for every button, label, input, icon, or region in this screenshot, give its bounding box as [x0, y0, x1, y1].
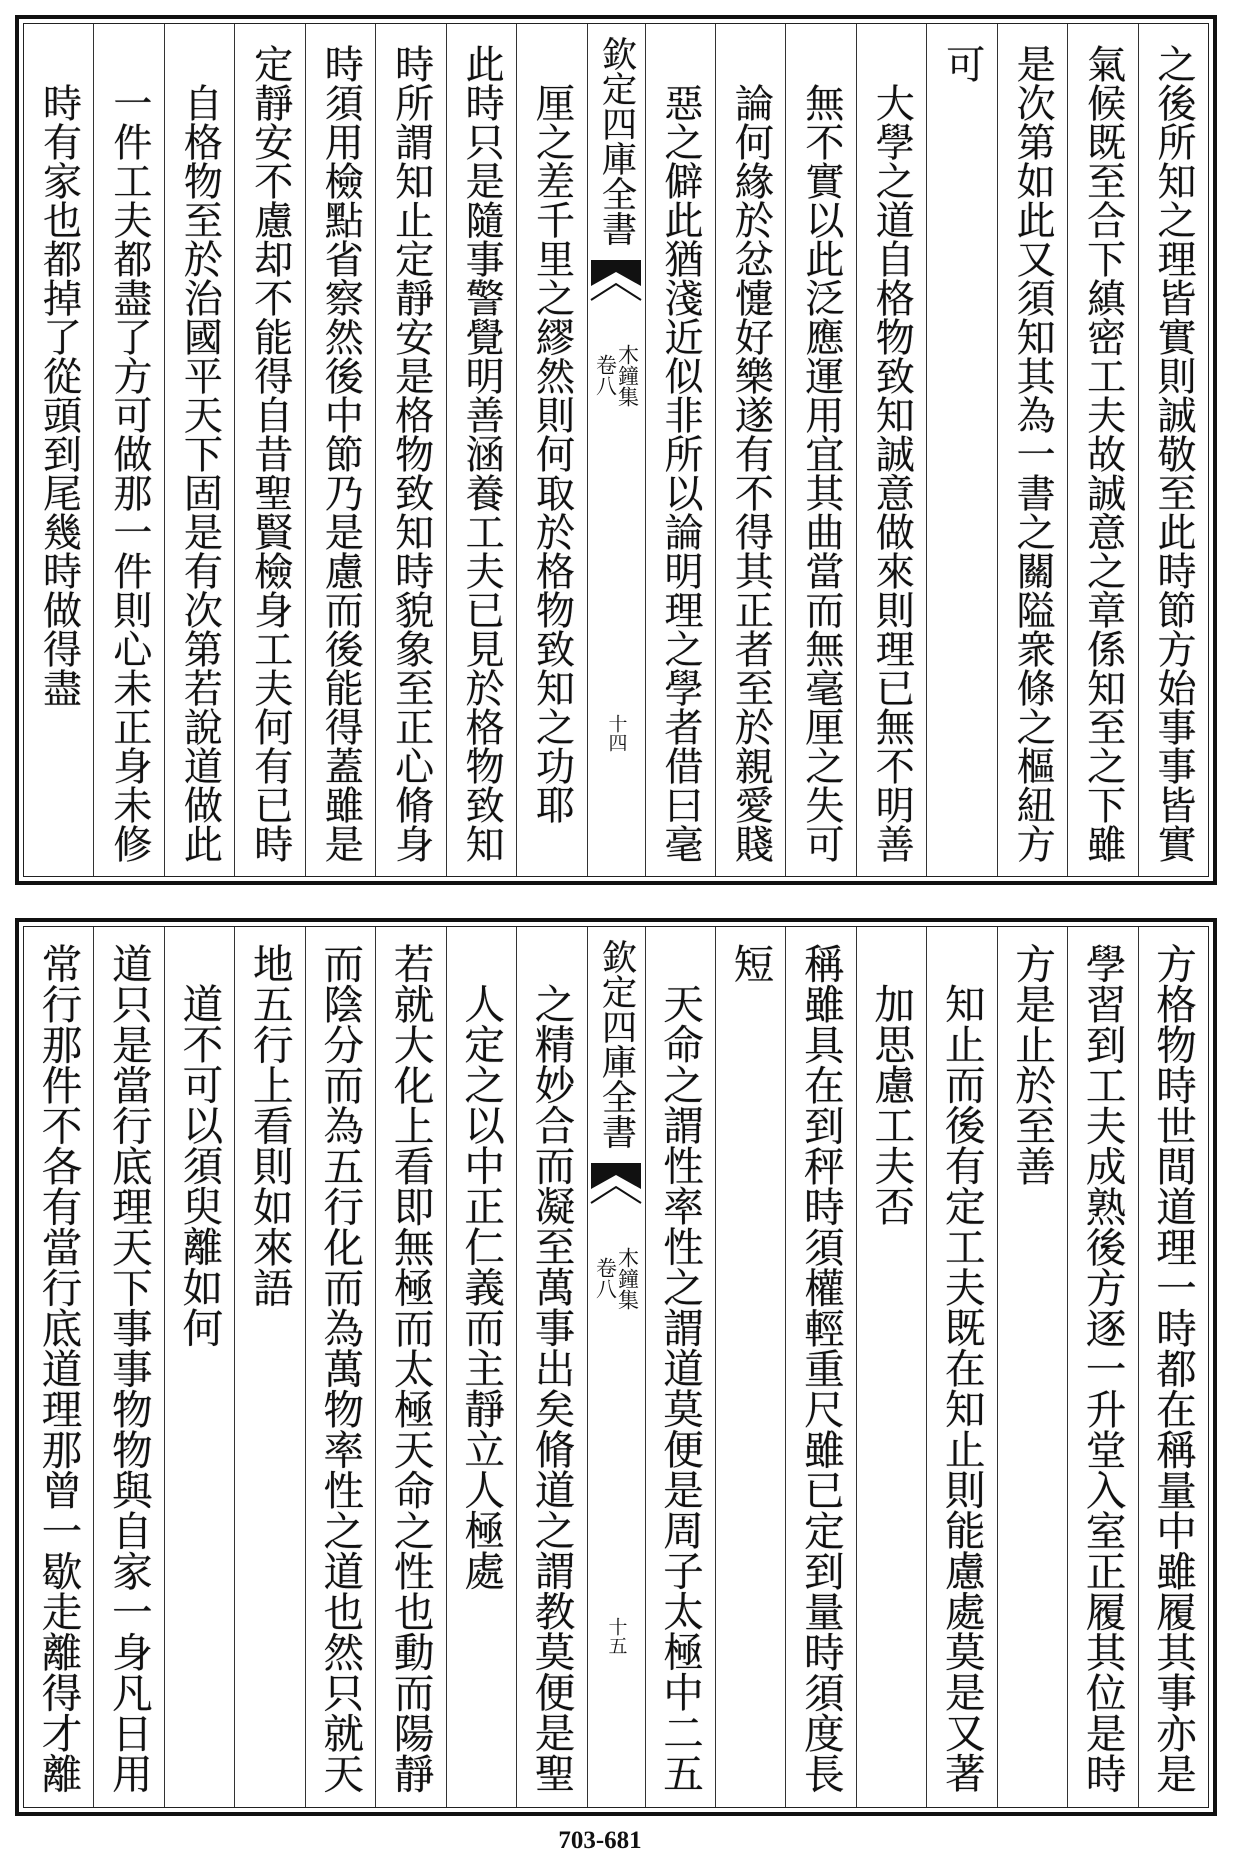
text-column: 方格物時世間道理一時都在稱量中雖履其事亦是: [1138, 927, 1208, 1807]
text-column: 而陰分而為五行化而為萬物率性之道也然只就天: [305, 927, 375, 1807]
text-column: 厘之差千里之繆然則何取於格物致知之功耶: [516, 24, 586, 876]
volume-label: 卷八: [593, 354, 618, 396]
text-column: 一件工夫都盡了方可做那一件則心未正身未修: [93, 24, 163, 876]
text-column: 自格物至於治國平天下固是有次第若說道做此: [164, 24, 234, 876]
text-column: 天命之謂性率性之謂道莫便是周子太極中二五: [645, 927, 715, 1807]
book-title: 木鐘集: [615, 344, 640, 407]
text-column: 時有家也都掉了從頭到尾幾時做得盡: [36, 83, 82, 707]
fish-tail-icon: [588, 260, 644, 310]
margin-title: 欽定四庫全書: [596, 939, 637, 1149]
folio-number: 十五: [605, 1617, 628, 1655]
text-column: 是次第如此又須知其為一書之關隘衆條之樞紐方: [997, 24, 1067, 876]
text-column: 無不實以此泛應運用宜其曲當而無毫厘之失可: [785, 24, 855, 876]
text-column: 大學之道自格物致知誠意做來則理已無不明善: [856, 24, 926, 876]
text-column: 定靜安不慮却不能得自昔聖賢檢身工夫何有已時: [234, 24, 304, 876]
column-grid: [23, 926, 1209, 1808]
text-column: 之後所知之理皆實則誠敬至此時節方始事事皆實: [1138, 24, 1208, 876]
volume-label: 卷八: [593, 1257, 618, 1299]
top-page-panel: [15, 15, 1217, 885]
text-column: 短: [715, 927, 785, 1807]
margin-column: [587, 24, 645, 876]
bottom-page-panel: [15, 918, 1217, 1816]
text-column: 可: [926, 24, 996, 876]
fish-tail-icon: [588, 1163, 644, 1213]
text-column: 常行那件不各有當行底道理那曾一歇走離得才離: [34, 943, 83, 1794]
text-column: 惡之僻此猶淺近似非所以論明理之學者借曰毫: [645, 24, 715, 876]
text-column: 稱雖具在到秤時須權輕重尺雖已定到量時須度長: [785, 927, 855, 1807]
column-grid: [23, 23, 1209, 877]
margin-column: [587, 927, 645, 1807]
text-column: 若就大化上看即無極而太極天命之性也動而陽靜: [375, 927, 445, 1807]
text-column: 道只是當行底理天下事事物物與自家一身凡日用: [93, 927, 163, 1807]
text-column: 論何緣於忿懥好樂遂有不得其正者至於親愛賤: [715, 24, 785, 876]
text-column: 氣候既至合下縝密工夫故誠意之章係知至之下雖: [1067, 24, 1137, 876]
text-column: 地五行上看則如來語: [234, 927, 304, 1807]
book-title: 木鐘集: [615, 1247, 640, 1310]
text-column: 知止而後有定工夫既在知止則能慮處莫是又著: [926, 927, 996, 1807]
text-column: 此時只是隨事警覺明善涵養工夫已見於格物致知: [446, 24, 516, 876]
text-column: 方是止於至善: [997, 927, 1067, 1807]
folio-number: 十四: [605, 714, 628, 752]
text-column: 人定之以中正仁義而主靜立人極處: [446, 927, 516, 1807]
text-column: 時須用檢點省察然後中節乃是慮而後能得蓋雖是: [305, 24, 375, 876]
text-column: 時所謂知止定靜安是格物致知時貌象至正心脩身: [375, 24, 445, 876]
text-column: 加思慮工夫否: [856, 927, 926, 1807]
text-column: 之精妙合而凝至萬事出矣脩道之謂教莫便是聖: [516, 927, 586, 1807]
margin-title: 欽定四庫全書: [596, 36, 637, 246]
text-column: 道不可以須臾離如何: [164, 927, 234, 1807]
footer-page-code: 703-681: [558, 1827, 642, 1854]
text-column: 學習到工夫成熟後方逐一升堂入室正履其位是時: [1067, 927, 1137, 1807]
